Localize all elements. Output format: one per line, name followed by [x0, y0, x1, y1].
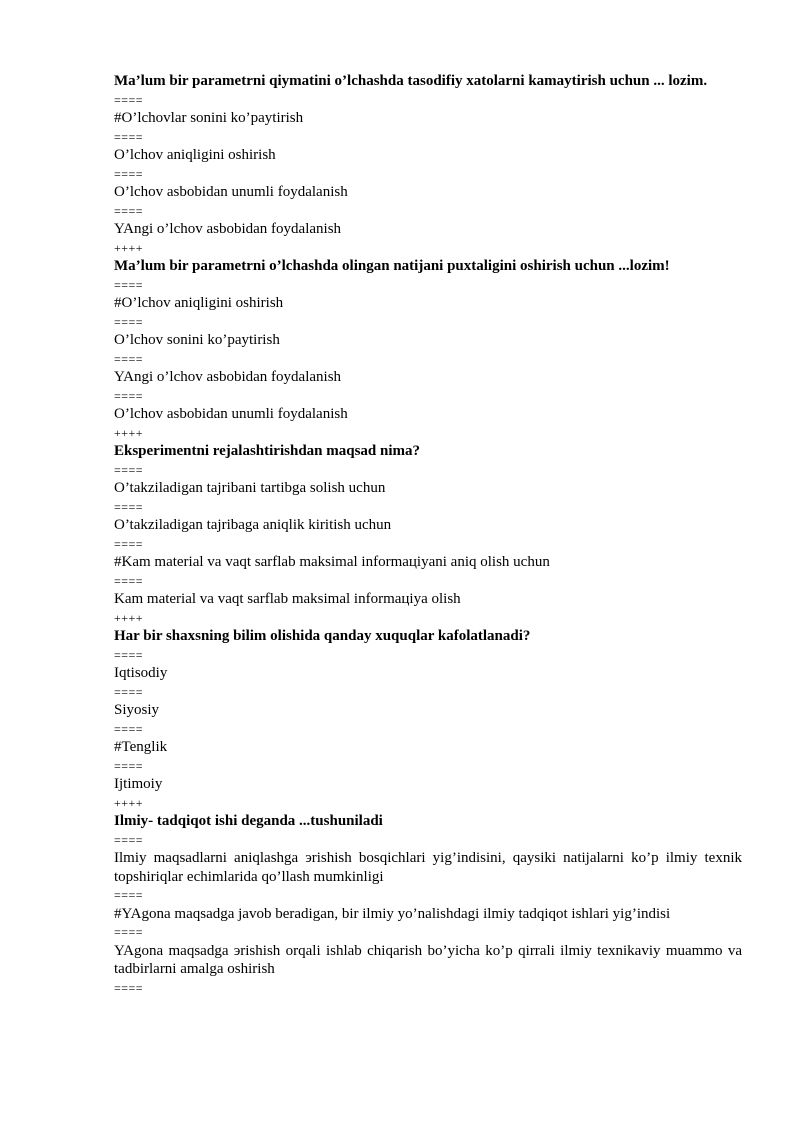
separator: ==== — [114, 647, 144, 662]
question-block — [114, 442, 742, 627]
answer-option: Kam material va vaqt sarflab maksimal informaцiya olish — [114, 591, 461, 607]
separator: ==== — [114, 314, 144, 329]
question-text: Eksperimentni rejalashtirishdan maqsad nima? — [114, 443, 421, 459]
separator: ==== — [114, 721, 144, 736]
answer-option: #YAgona maqsadga javob beradigan, bir ilmiy yo’nalishdagi ilmiy tadqiqot ishlari yig’indisi — [114, 905, 671, 922]
answer-option: Ijtimoiy — [114, 776, 163, 792]
separator: ==== — [114, 277, 144, 292]
separator: ==== — [114, 573, 144, 588]
separator: ==== — [114, 980, 144, 995]
answer-option: O’lchov sonini ko’paytirish — [114, 332, 280, 348]
answer-option: O’takziladigan tajribani tartibga solish uchun — [114, 480, 386, 496]
end-marker: ++++ — [114, 610, 144, 625]
separator: ==== — [114, 499, 144, 514]
answer-option: #O’lchovlar sonini ko’paytirish — [114, 110, 304, 126]
question-block — [114, 72, 742, 257]
separator: ==== — [114, 832, 144, 847]
separator: ==== — [114, 888, 144, 902]
separator: ==== — [114, 684, 144, 699]
question-block — [114, 812, 742, 997]
answer-option: YAgona maqsadga эrishish orqali ishlab chiqarish bo’yicha ko’p qirrali ilmiy texnikaviy muammo va tadbirlarni amalga oshirish — [114, 942, 742, 977]
answer-option: #O’lchov aniqligini oshirish — [114, 295, 284, 311]
separator: ==== — [114, 536, 144, 551]
separator: ==== — [114, 129, 144, 144]
answer-option: O’lchov asbobidan unumli foydalanish — [114, 406, 348, 422]
question-block — [114, 627, 742, 812]
answer-option: YAngi o’lchov asbobidan foydalanish — [114, 369, 342, 385]
answer-option: Ilmiy maqsadlarni aniqlashga эrishish bosqichlari yig’indisini, qaysiki natijalarni ko’p ilmiy texnik topshiriqlar echimlarida qo’llash mumkinligi — [114, 850, 742, 885]
answer-option: Siyosiy — [114, 702, 160, 718]
end-marker: ++++ — [114, 795, 144, 810]
question-block — [114, 257, 742, 442]
separator: ==== — [114, 351, 144, 366]
question-text: Ilmiy- tadqiqot ishi deganda ...tushuniladi — [114, 813, 383, 829]
test-document — [114, 72, 742, 997]
end-marker: ++++ — [114, 240, 144, 255]
answer-option: #Kam material va vaqt sarflab maksimal informaцiyani aniq olish uchun — [114, 554, 550, 570]
separator: ==== — [114, 166, 144, 181]
end-marker: ++++ — [114, 425, 144, 440]
answer-option: O’lchov aniqligini oshirish — [114, 147, 276, 163]
question-text: Ma’lum bir parametrni o’lchashda olingan natijani puxtaligini oshirish uchun ...lozim! — [114, 258, 670, 274]
answer-option: Iqtisodiy — [114, 665, 168, 681]
answer-option: YAngi o’lchov asbobidan foydalanish — [114, 221, 342, 237]
separator: ==== — [114, 925, 144, 939]
answer-option: O’takziladigan tajribaga aniqlik kiritish uchun — [114, 517, 392, 533]
separator: ==== — [114, 758, 144, 773]
question-text: Ma’lum bir parametrni qiymatini o’lchashda tasodifiy xatolarni kamaytirish uchun ... lozim. — [114, 73, 708, 89]
separator: ==== — [114, 92, 144, 107]
question-text: Har bir shaxsning bilim olishida qanday xuquqlar kafolatlanadi? — [114, 628, 531, 644]
separator: ==== — [114, 462, 144, 477]
separator: ==== — [114, 203, 144, 218]
separator: ==== — [114, 388, 144, 403]
answer-option: O’lchov asbobidan unumli foydalanish — [114, 184, 348, 200]
answer-option: #Tenglik — [114, 739, 168, 755]
